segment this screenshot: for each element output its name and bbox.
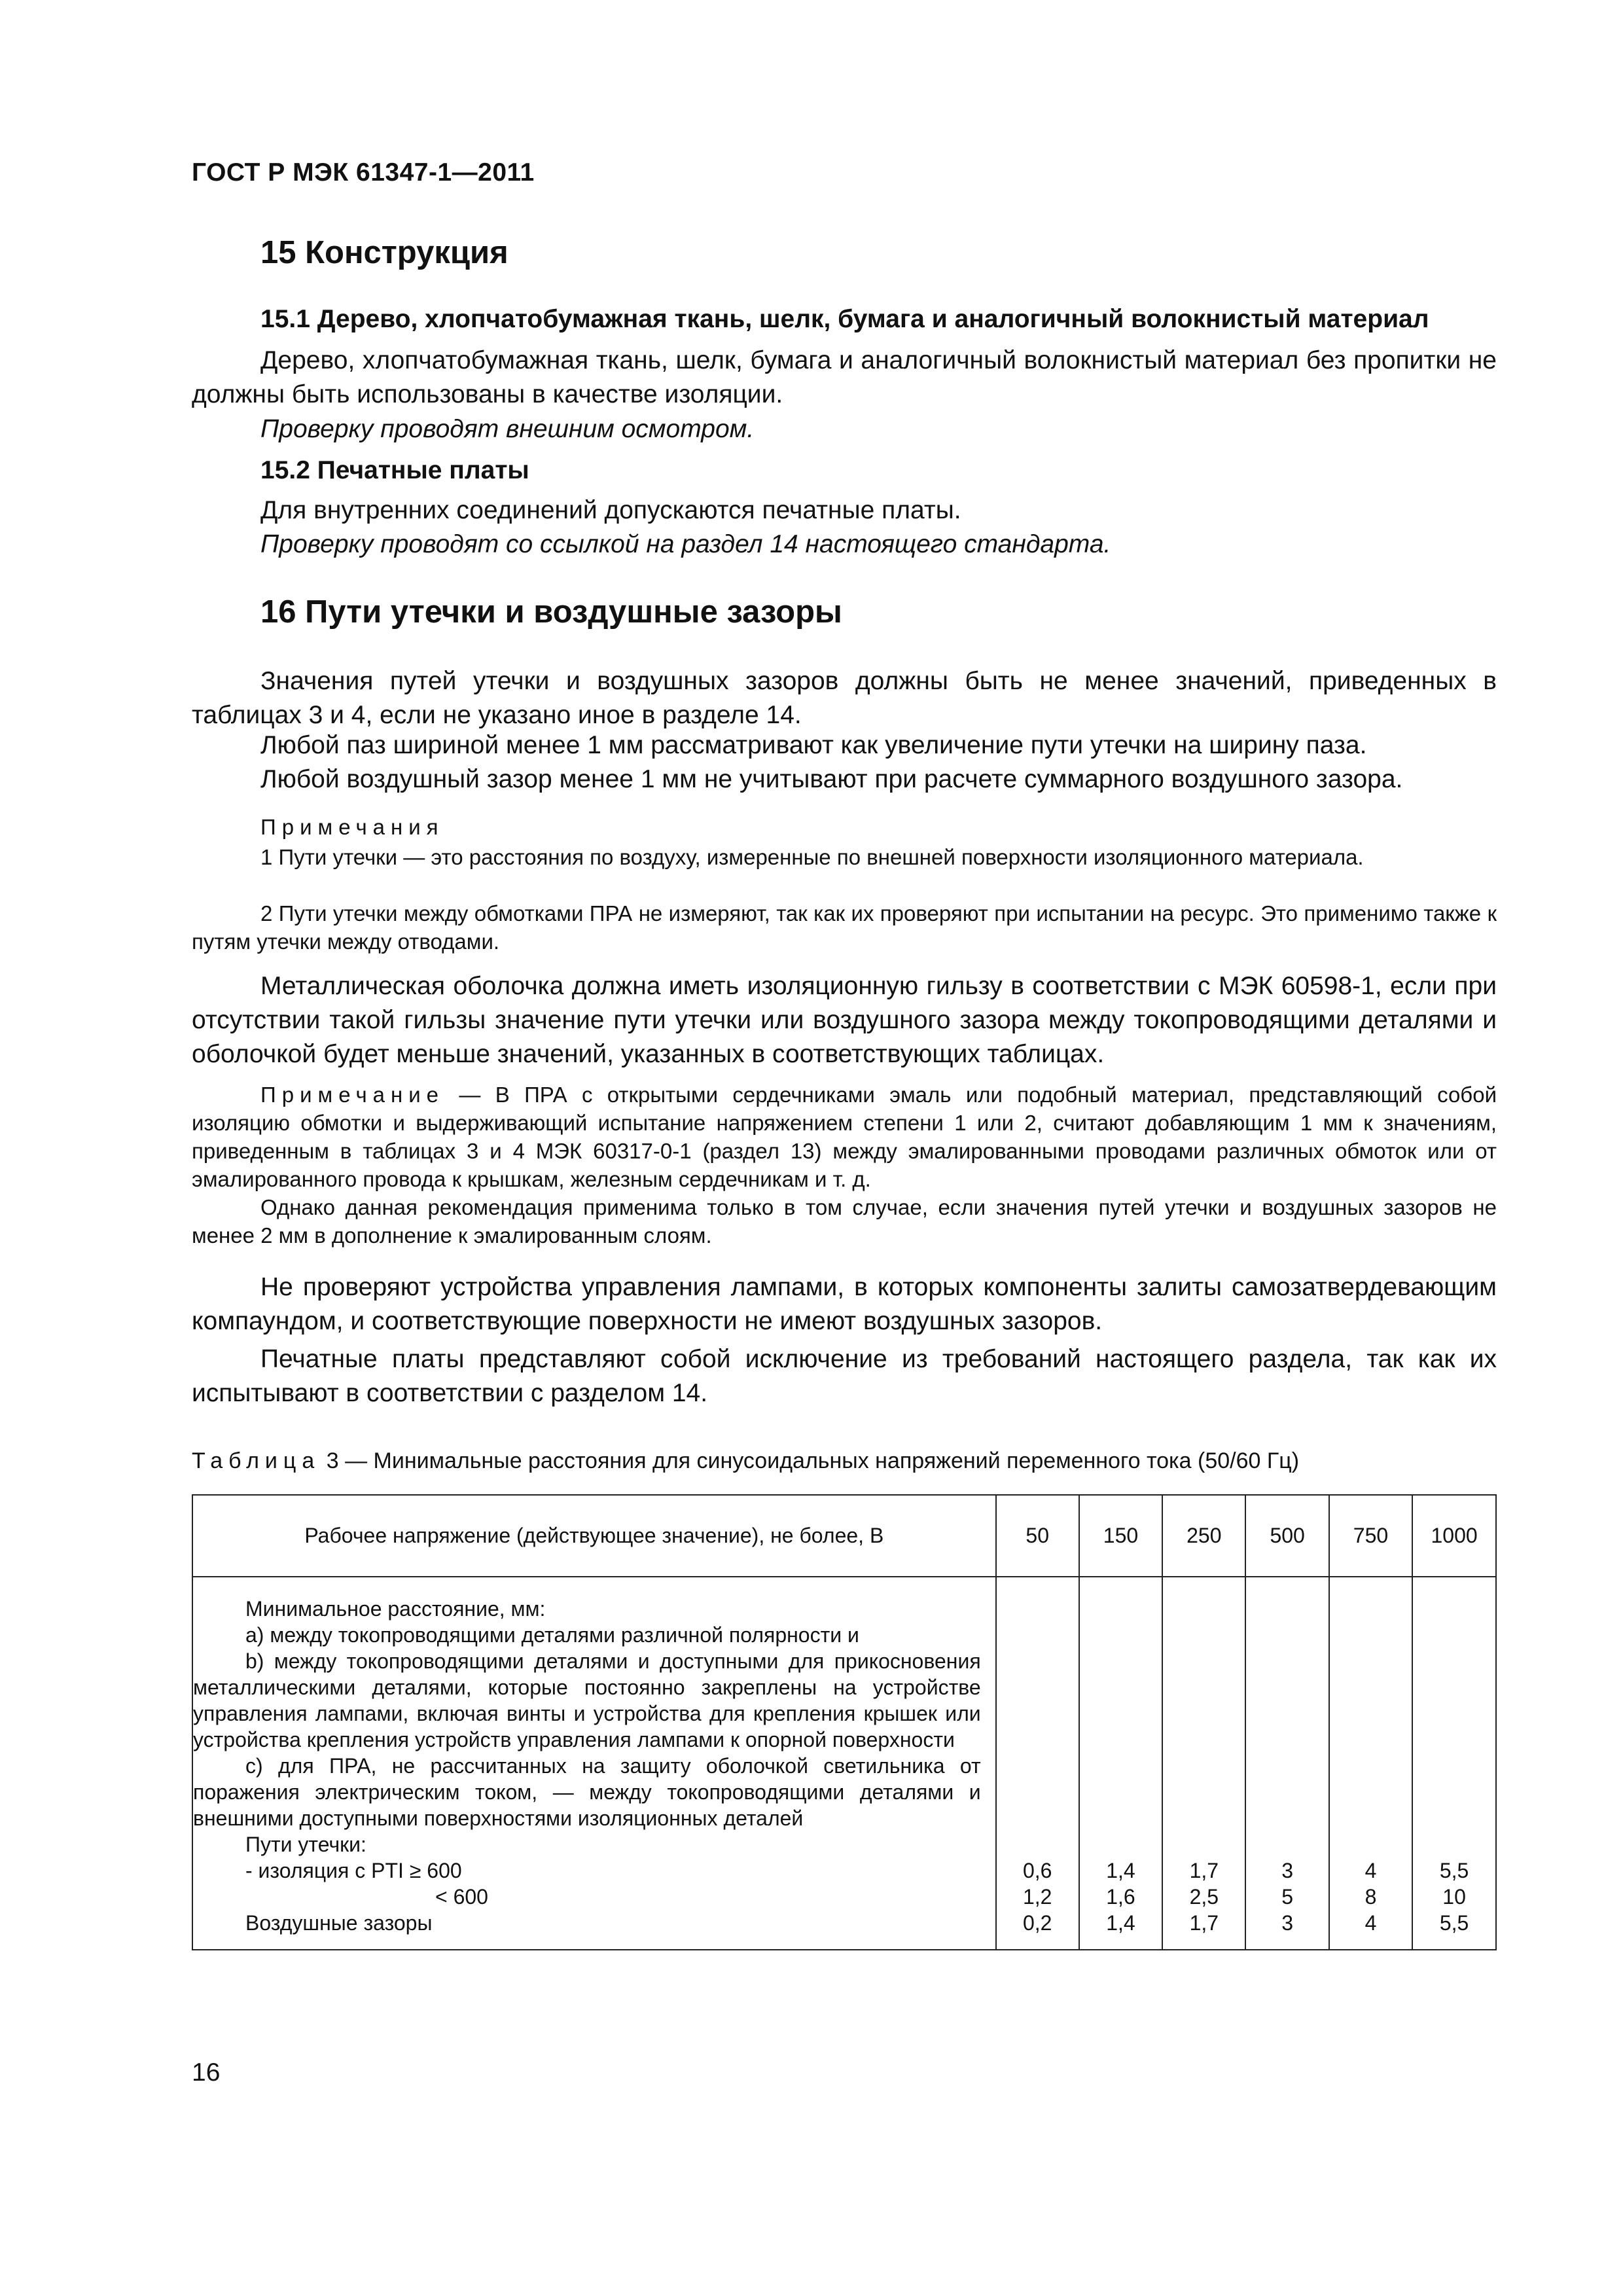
table-3-caption xyxy=(192,1448,1299,1474)
voltage-header-1000: 1000 xyxy=(1412,1495,1496,1577)
value-pti-lt-600-750: 8 xyxy=(1364,1885,1377,1909)
table-3-caption-label: Таблица xyxy=(192,1448,321,1473)
desc-line-pti-ge-600: - изоляция с PTI ≥ 600 xyxy=(245,1859,462,1882)
value-pti-lt-600-1000: 10 xyxy=(1442,1885,1466,1909)
value-pti-ge-600-1000: 5,5 xyxy=(1439,1859,1469,1882)
voltage-header-250: 250 xyxy=(1162,1495,1245,1577)
table-3-param-header: Рабочее напряжение (действующее значение), не более, В xyxy=(192,1495,996,1577)
table-3-description xyxy=(192,1577,996,1950)
voltage-header-50: 50 xyxy=(996,1495,1079,1577)
section-15-title: 15 Конструкция xyxy=(260,235,508,270)
table-3-caption-text: 3 — Минимальные расстояния для синусоидальных напряжений переменного тока (50/60 Гц) xyxy=(320,1448,1300,1473)
note-2: 2 Пути утечки между обмотками ПРА не измеряют, так как их проверяют при испытании на ресурс. Это применимо также к путям утечки между отводами. xyxy=(192,901,1497,954)
values-col-150 xyxy=(1079,1577,1162,1950)
document-header: ГОСТ Р МЭК 61347-1—2011 xyxy=(192,158,535,187)
subsection-15-1-check: Проверку проводят внешним осмотром. xyxy=(260,415,755,443)
note-1: 1 Пути утечки — это расстояния по воздуху, измеренные по внешней поверхности изоляционного материала. xyxy=(260,845,1364,869)
voltage-header-500: 500 xyxy=(1245,1495,1329,1577)
value-clearance-50: 0,2 xyxy=(1022,1911,1052,1935)
value-pti-ge-600-250: 1,7 xyxy=(1189,1859,1219,1882)
value-pti-ge-600-150: 1,4 xyxy=(1106,1859,1135,1882)
section-16-title: 16 Пути утечки и воздушные зазоры xyxy=(260,594,842,630)
note-3-text: — В ПРА с открытыми сердечниками эмаль или подобный материал, представляющий собой изоляцию обмотки и выдерживающий испытание напряжением степени 1 или 2, считают добавляющим 1 мм к значениям, приведенным в таблицах 3 и 4 МЭК 60317-0-1 (раздел 13) между эмалированными проводами различных обмоток или от эмалированного провода к крышкам, железным сердечникам и т. д. xyxy=(192,1083,1497,1191)
section-16-para-5: Не проверяют устройства управления лампами, в которых компоненты залиты самозатвердевающим компаундом, и соответствующие поверхности не имеют воздушных зазоров. xyxy=(192,1273,1497,1335)
values-col-250 xyxy=(1162,1577,1245,1950)
value-pti-lt-600-500: 5 xyxy=(1281,1885,1294,1909)
desc-line-clearance: Воздушные зазоры xyxy=(245,1911,433,1935)
subsection-15-2-text: Для внутренних соединений допускаются печатные платы. xyxy=(260,496,961,524)
values-col-750 xyxy=(1329,1577,1412,1950)
section-16-para-3: Любой воздушный зазор менее 1 мм не учитывают при расчете суммарного воздушного зазора. xyxy=(260,765,1403,793)
section-16-para-2: Любой паз шириной менее 1 мм рассматривают как увеличение пути утечки на ширину паза. xyxy=(260,731,1367,759)
value-pti-lt-600-150: 1,6 xyxy=(1106,1885,1135,1909)
subsection-15-1-title: 15.1 Дерево, хлопчатобумажная ткань, шелк, бумага и аналогичный волокнистый материал xyxy=(260,305,1429,333)
values-col-1000 xyxy=(1412,1577,1496,1950)
value-clearance-1000: 5,5 xyxy=(1439,1911,1469,1935)
value-clearance-750: 4 xyxy=(1364,1911,1377,1935)
desc-line-c: c) для ПРА, не рассчитанных на защиту оболочкой светильника от поражения электрическим током, — между токопроводящими деталями и внешними доступными поверхностями изоляционных деталей xyxy=(193,1754,981,1830)
section-16-para-4: Металлическая оболочка должна иметь изоляционную гильзу в соответствии с МЭК 60598-1, если при отсутствии такой гильзы значение пути утечки или воздушного зазора между токопроводящими деталями и оболочкой будет меньше значений, указанных в соответствующих таблицах. xyxy=(192,972,1497,1068)
value-clearance-150: 1,4 xyxy=(1106,1911,1135,1935)
note-3-label: Примечание xyxy=(260,1083,445,1107)
values-col-500 xyxy=(1245,1577,1329,1950)
table-3-body-row xyxy=(192,1577,1496,1950)
desc-line-b: b) между токопроводящими деталями и доступными для прикосновения металлическими деталями, которые постоянно закреплены на устройстве управления лампами, включая винты и устройства для крепления крышек или устройства крепления устройств управления лампами к опорной поверхности xyxy=(193,1649,981,1751)
table-3 xyxy=(192,1494,1497,1950)
subsection-15-2-check: Проверку проводят со ссылкой на раздел 14 настоящего стандарта. xyxy=(260,530,1111,558)
section-16-para-6: Печатные платы представляют собой исключение из требований настоящего раздела, так как их испытывают в соответствии с разделом 14. xyxy=(192,1345,1497,1407)
desc-line-min-distance: Минимальное расстояние, мм: xyxy=(245,1597,546,1621)
voltage-header-150: 150 xyxy=(1079,1495,1162,1577)
section-16-para-1: Значения путей утечки и воздушных зазоров должны быть не менее значений, приведенных в таблицах 3 и 4, если не указано иное в разделе 14. xyxy=(192,667,1497,729)
value-clearance-250: 1,7 xyxy=(1189,1911,1219,1935)
values-col-50 xyxy=(996,1577,1079,1950)
subsection-15-2-title: 15.2 Печатные платы xyxy=(260,456,529,484)
value-pti-ge-600-50: 0,6 xyxy=(1022,1859,1052,1882)
desc-line-a: a) между токопроводящими деталями различной полярности и xyxy=(245,1623,859,1647)
subsection-15-1-text: Дерево, хлопчатобумажная ткань, шелк, бумага и аналогичный волокнистый материал без пропитки не должны быть использованы в качестве изоляции. xyxy=(192,346,1497,408)
notes-heading: Примечания xyxy=(260,815,444,839)
value-pti-ge-600-500: 3 xyxy=(1281,1859,1294,1882)
value-clearance-500: 3 xyxy=(1281,1911,1294,1935)
note-3 xyxy=(192,1081,1497,1193)
value-pti-ge-600-750: 4 xyxy=(1364,1859,1377,1882)
table-3-header-row xyxy=(192,1495,1496,1577)
note-3-continuation: Однако данная рекомендация применима только в том случае, если значения путей утечки и воздушных зазоров не менее 2 мм в дополнение к эмалированным слоям. xyxy=(192,1195,1497,1247)
value-pti-lt-600-50: 1,2 xyxy=(1022,1885,1052,1909)
page-number: 16 xyxy=(192,2058,221,2087)
desc-line-pti-lt-600: < 600 xyxy=(435,1885,488,1909)
desc-line-creepage: Пути утечки: xyxy=(245,1833,366,1856)
voltage-header-750: 750 xyxy=(1329,1495,1412,1577)
value-pti-lt-600-250: 2,5 xyxy=(1189,1885,1219,1909)
